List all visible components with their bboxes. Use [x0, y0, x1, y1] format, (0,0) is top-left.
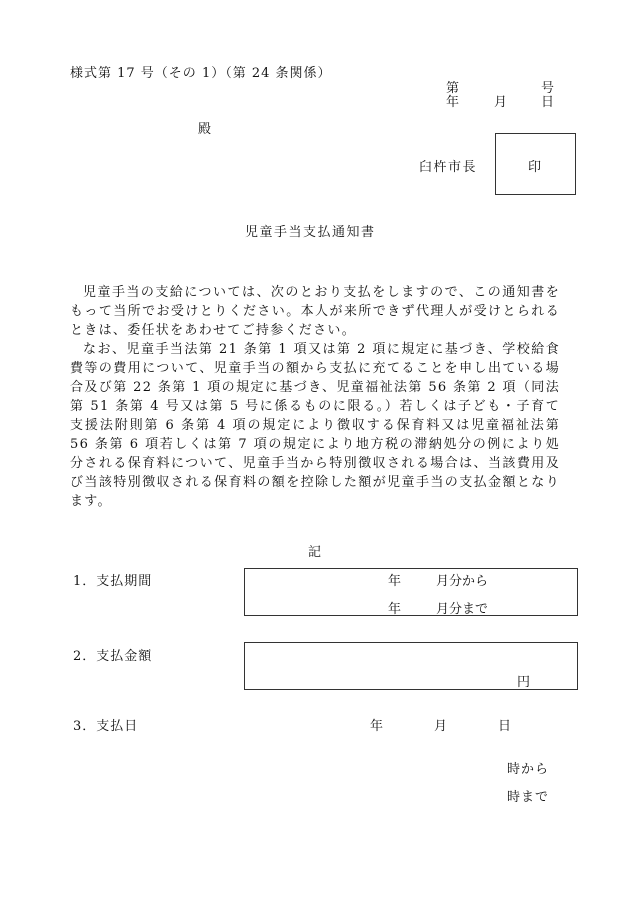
payday-day: 日 — [498, 719, 512, 734]
number-suffix: 号 — [541, 81, 555, 96]
seal-label: 印 — [528, 160, 542, 175]
amount-box — [244, 642, 578, 690]
period-from-month: 月分から — [436, 574, 489, 589]
time-from: 時から — [507, 762, 550, 777]
seal-box — [495, 133, 576, 195]
addressee-honorific: 殿 — [198, 122, 212, 137]
date-month-label: 月 — [494, 95, 508, 110]
date-year-label: 年 — [446, 95, 460, 110]
period-box — [244, 568, 578, 616]
period-label: 1．支払期間 — [73, 574, 153, 589]
time-to: 時まで — [507, 790, 550, 805]
document-title: 児童手当支払通知書 — [245, 225, 376, 240]
notice-body — [70, 283, 560, 511]
payday-year: 年 — [370, 719, 384, 734]
payday-month: 月 — [434, 719, 448, 734]
issuer-title: 臼杵市長 — [419, 160, 478, 175]
amount-label: 2．支払金額 — [73, 649, 153, 664]
payday-label: 3．支払日 — [73, 719, 139, 734]
notice-paragraph: 児童手当の支給については、次のとおり支払をしますので、この通知書をもって当所でお受けとりください。本人が来所できず代理人が受けとられるときは、委任状をあわせてご持参ください。 — [70, 285, 560, 338]
form-id: 様式第 17 号（その 1）（第 24 条関係） — [70, 66, 332, 81]
ki-label: 記 — [308, 545, 322, 560]
date-day-label: 日 — [541, 95, 555, 110]
number-prefix: 第 — [446, 81, 460, 96]
amount-unit: 円 — [517, 675, 531, 690]
notice-paragraph: なお、児童手当法第 21 条第 1 項又は第 2 項に規定に基づき、学校給食費等の費用について、児童手当の額から支払に充てることを申し出ている場合及び第 22 条第 1 項の規定に基づき、児童福祉法第 56 条第 2 項（同法第 51 条第 4 号又は第 5 号に係るものに限る。）若しくは子ども・子育て支援法附則第 6 条第 4 項の規定により徴収する保育料又は児童福祉法第 56 条第 6 項若しくは第 7 項の規定により地方税の滞納処分の例により処分される保育料について、児童手当から特別徴収される場合は、当該費用及び当該特別徴収される保育料の額を控除した額が児童手当の支払金額となります。 — [70, 342, 560, 509]
period-to-year: 年 — [388, 602, 402, 617]
period-from-year: 年 — [388, 574, 402, 589]
period-to-month: 月分まで — [436, 602, 489, 617]
